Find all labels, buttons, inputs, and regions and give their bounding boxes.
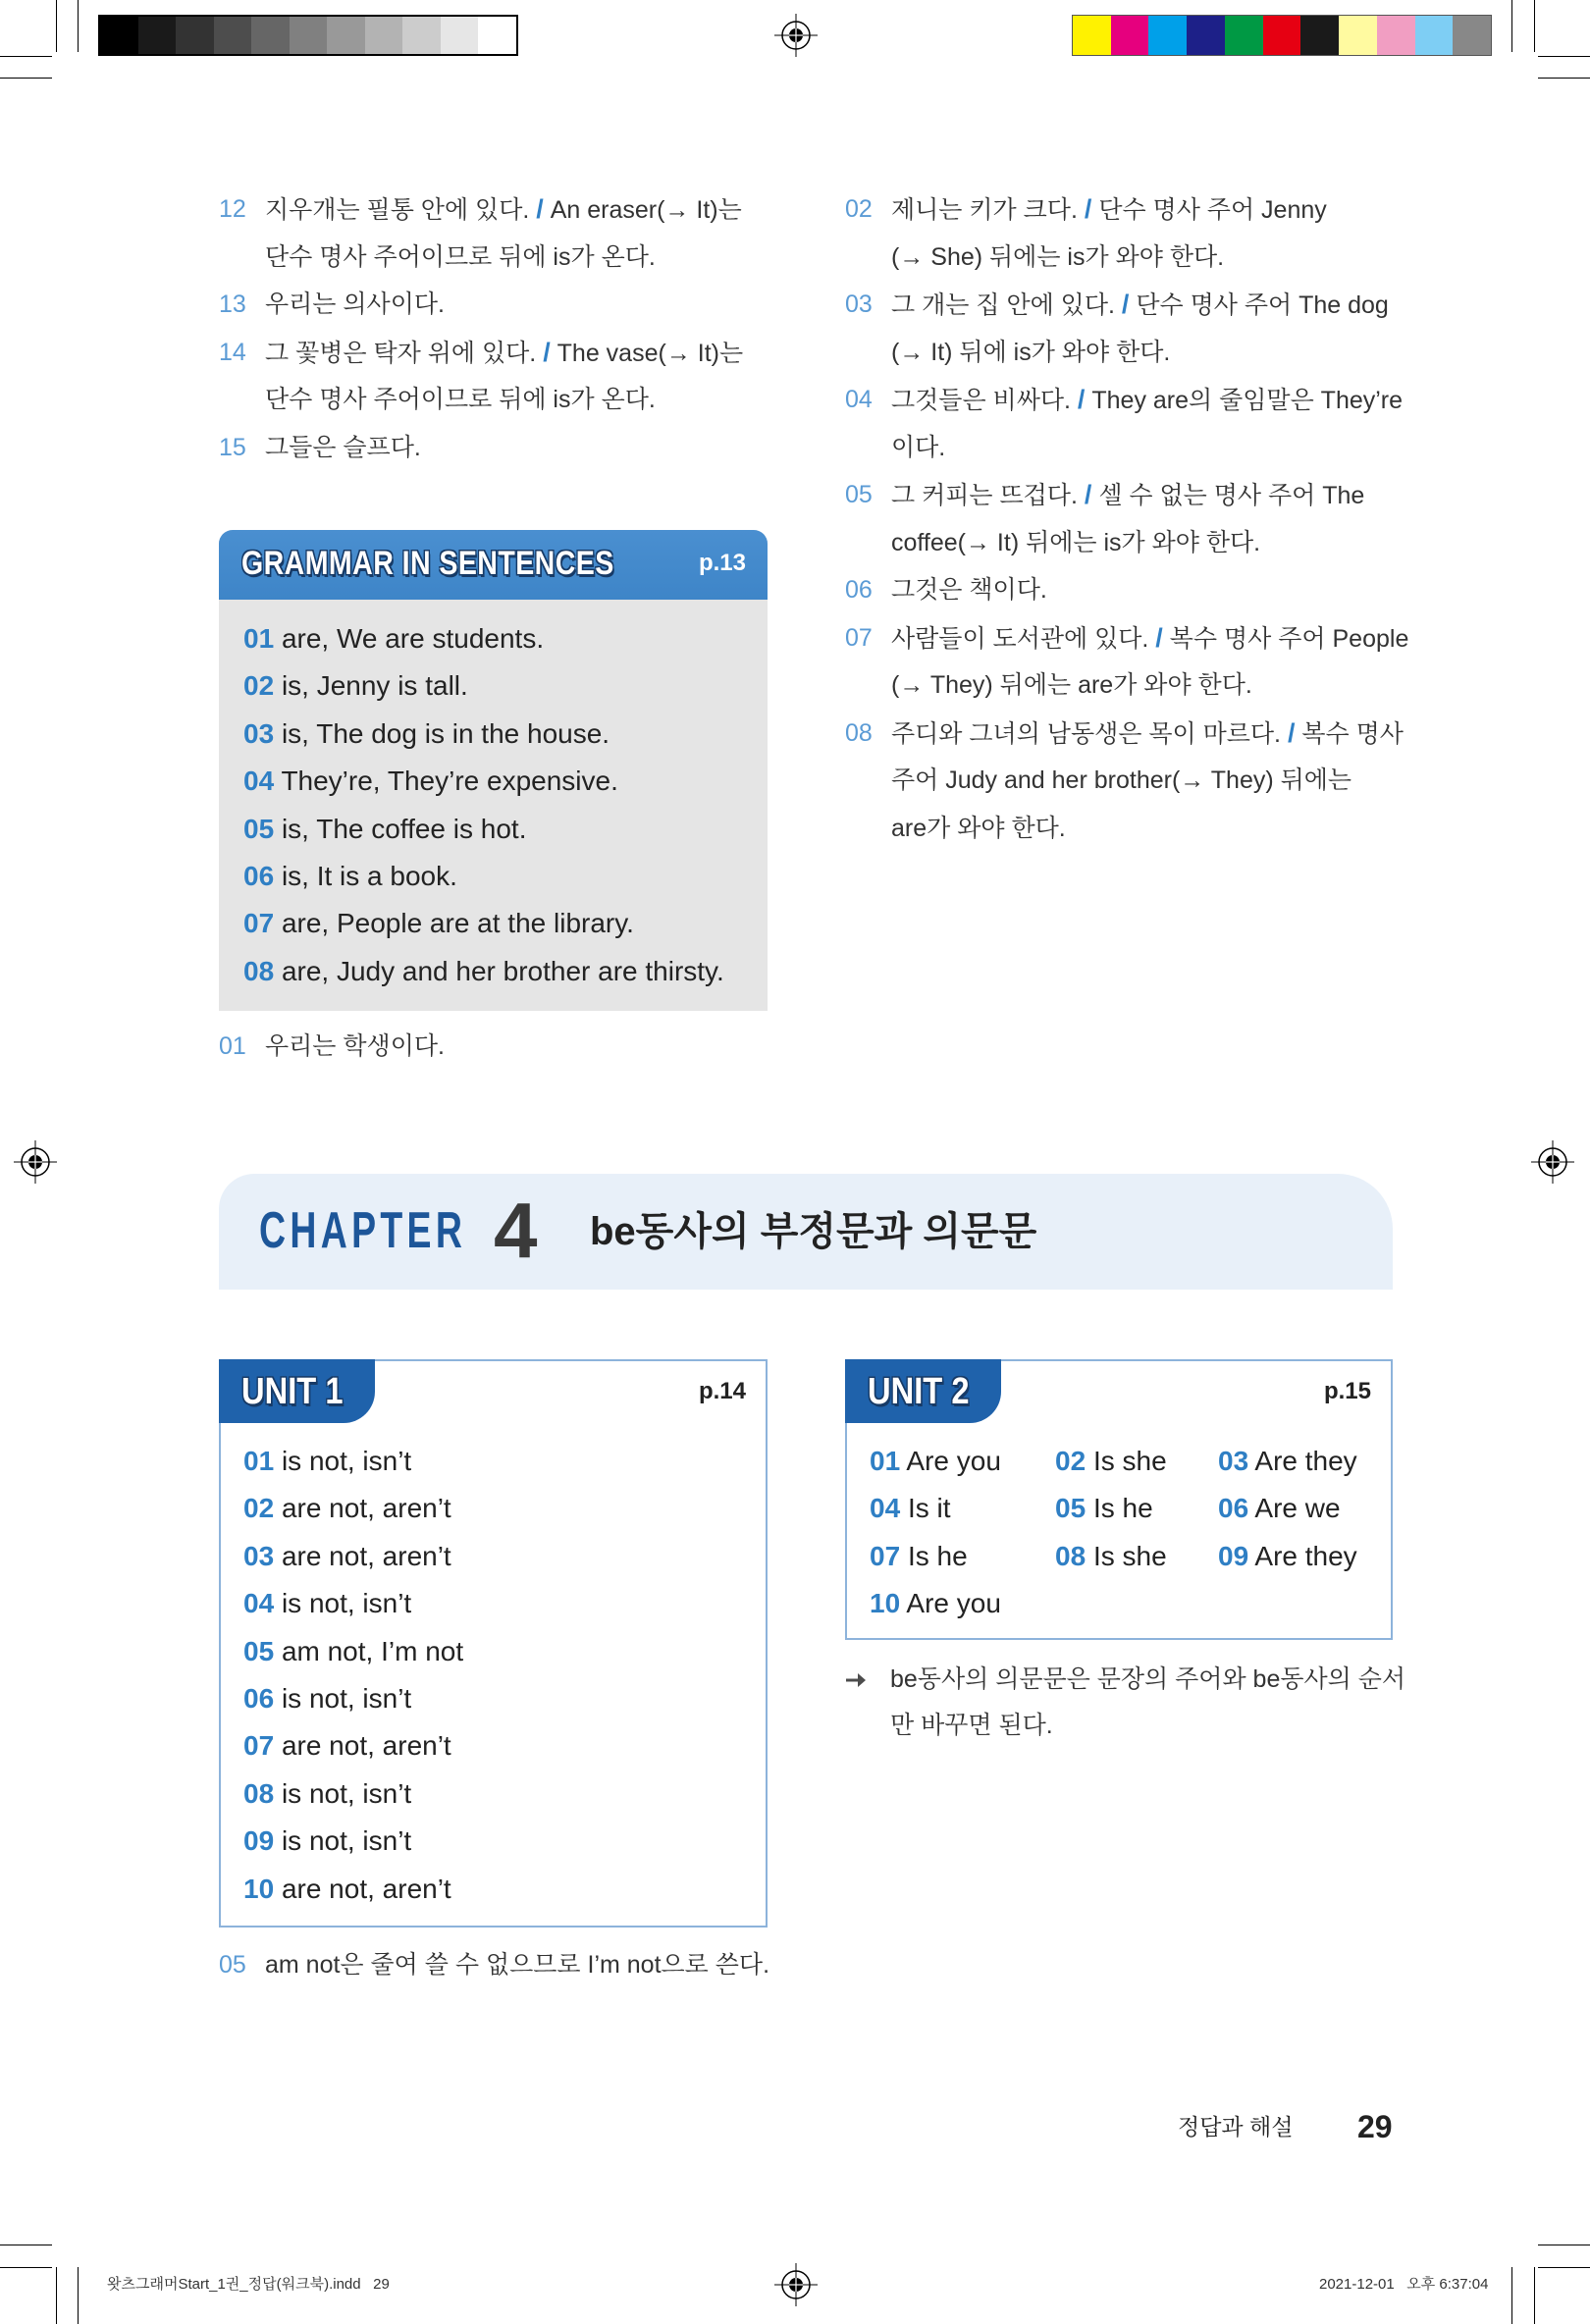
color-swatch	[1377, 16, 1415, 55]
item-number: 01	[243, 1446, 275, 1476]
color-swatch	[1415, 16, 1454, 55]
explanation-continued: (→ They) 뒤에는 are가 와야 한다.	[891, 671, 1252, 699]
translation: 그 개는 집 안에 있다.	[891, 291, 1115, 319]
item-number: 09	[1218, 1540, 1249, 1571]
separator: /	[543, 337, 551, 367]
answer-text: are not, aren’t	[281, 1730, 451, 1762]
separator: /	[1121, 290, 1130, 319]
answer-text: Is it	[907, 1493, 951, 1524]
translation: 그 커피는 뜨겁다.	[891, 482, 1078, 509]
crop-mark	[78, 0, 79, 52]
unit-1-explanation-note	[219, 1941, 769, 1989]
gray-swatch	[251, 17, 290, 54]
answer-item	[870, 1438, 1055, 1485]
crop-mark	[1511, 2267, 1512, 2324]
translation: 그들은 슬프다.	[265, 433, 421, 461]
gray-swatch	[214, 17, 252, 54]
answer-item	[870, 1533, 1055, 1580]
item-number: 08	[1055, 1540, 1086, 1571]
crop-mark	[0, 56, 52, 57]
crop-mark	[56, 2267, 57, 2324]
arrow-right-icon	[845, 1670, 867, 1690]
crop-mark	[56, 0, 57, 52]
item-number: 06	[243, 860, 275, 891]
note-line	[845, 710, 1408, 758]
item-number: 05	[1055, 1493, 1086, 1524]
item-number: 10	[243, 1873, 275, 1904]
registration-mark-icon	[774, 14, 818, 57]
answer-text: is not, isn’t	[281, 1825, 412, 1857]
explanation-continued: 주어 Judy and her brother(→ They) 뒤에는	[891, 766, 1352, 794]
page-reference: p.15	[1323, 1378, 1371, 1404]
answer-item	[243, 711, 724, 758]
crop-mark	[1538, 56, 1590, 57]
item-number: 02	[243, 1493, 275, 1524]
answer-text: am not, I’m not	[281, 1635, 464, 1666]
item-number: 14	[219, 338, 246, 366]
answer-item	[243, 1438, 463, 1485]
answer-text: Are you	[906, 1588, 1001, 1619]
note-line	[845, 471, 1408, 519]
item-number: 08	[243, 1777, 275, 1809]
left-answer-notes	[219, 185, 743, 471]
unit-1-box	[219, 1359, 768, 1928]
chapter-banner	[219, 1174, 1393, 1290]
gray-swatch	[100, 17, 138, 54]
separator: /	[1084, 480, 1092, 509]
answer-text: is not, isn’t	[281, 1777, 412, 1809]
item-number: 13	[219, 290, 246, 318]
color-swatch	[1453, 16, 1491, 55]
slug-file-info: 왓츠그래머Start_1권_정답(워크북).indd 29	[107, 2276, 390, 2293]
explanation-continued: 단수 명사 주어이므로 뒤에 is가 온다.	[265, 386, 656, 413]
answer-text: is, It is a book.	[281, 860, 457, 891]
color-swatch	[1148, 16, 1187, 55]
answer-item	[243, 1580, 463, 1627]
note-line	[845, 1657, 1405, 1703]
answer-note	[219, 329, 743, 424]
crop-mark	[1534, 0, 1535, 52]
grammar-title: GRAMMAR IN SENTENCES	[241, 545, 614, 582]
registration-mark-icon	[14, 1140, 57, 1184]
translation: 주디와 그녀의 남동생은 목이 마르다.	[891, 719, 1281, 748]
answer-text: Is he	[1092, 1493, 1153, 1524]
gray-swatch	[290, 17, 328, 54]
chapter-label: CHAPTER	[259, 1202, 467, 1259]
unit-tab	[219, 1359, 375, 1423]
separator: /	[1287, 717, 1296, 748]
answer-text: Are you	[906, 1446, 1001, 1476]
crop-mark	[1538, 78, 1590, 79]
answer-note	[845, 614, 1408, 710]
answer-text: Is she	[1092, 1446, 1167, 1476]
gray-swatch	[365, 17, 403, 54]
item-number: 03	[1218, 1446, 1249, 1476]
answer-text: Is he	[907, 1540, 968, 1571]
page-number: 29	[1357, 2109, 1393, 2144]
answer-item	[243, 662, 724, 710]
separator: /	[1077, 385, 1086, 414]
grammar-header	[219, 530, 768, 600]
explanation: An eraser(→ It)는	[550, 196, 742, 224]
color-swatch	[1225, 16, 1263, 55]
item-number: 06	[1218, 1493, 1249, 1524]
answer-item	[1218, 1485, 1368, 1532]
item-number: 01	[219, 1032, 246, 1060]
translation: 제니는 키가 크다.	[891, 196, 1078, 224]
item-number: 02	[1055, 1446, 1086, 1476]
item-number: 05	[243, 1635, 275, 1666]
color-bar	[1072, 15, 1492, 56]
item-number: 09	[243, 1825, 275, 1857]
answer-note	[219, 424, 743, 472]
grammar-answer-list	[243, 615, 724, 995]
item-number: 06	[243, 1682, 275, 1714]
answer-note	[845, 376, 1408, 471]
unit-1-answer-list	[243, 1438, 463, 1913]
unit-label: UNIT 1	[241, 1371, 344, 1412]
gray-swatch	[478, 17, 516, 54]
grayscale-bar	[98, 15, 518, 56]
unit-2-box	[845, 1359, 1393, 1640]
answer-text: is, Jenny is tall.	[281, 670, 468, 702]
answer-item	[1055, 1485, 1218, 1532]
answer-item	[1055, 1533, 1218, 1580]
note-line	[845, 376, 1408, 424]
unit-label: UNIT 2	[868, 1371, 970, 1412]
item-number: 05	[219, 1951, 246, 1979]
answer-text: They’re, They’re expensive.	[281, 766, 618, 797]
explanation: 단수 명사 주어 The dog	[1136, 291, 1389, 319]
color-swatch	[1339, 16, 1377, 55]
answer-note	[219, 185, 743, 281]
answer-item	[243, 853, 724, 900]
explanation: 단수 명사 주어 Jenny	[1098, 196, 1327, 224]
answer-text: are, Judy and her brother are thirsty.	[281, 955, 724, 986]
item-number: 07	[243, 908, 275, 939]
answer-note	[845, 710, 1408, 853]
explanation: The vase(→ It)는	[556, 339, 744, 367]
answer-item	[870, 1485, 1055, 1532]
answer-item	[243, 1533, 463, 1580]
item-number: 07	[243, 1730, 275, 1762]
explanation-continued: coffee(→ It) 뒤에는 is가 와야 한다.	[891, 528, 1261, 556]
answer-note	[845, 185, 1408, 281]
answer-text: is not, isn’t	[281, 1682, 412, 1714]
color-swatch	[1111, 16, 1149, 55]
item-number: 12	[219, 195, 246, 223]
note-line	[219, 281, 743, 329]
translation: 지우개는 필통 안에 있다.	[265, 196, 530, 224]
note-line	[845, 614, 1408, 662]
note-line	[219, 1023, 445, 1071]
answer-text: Are they	[1254, 1446, 1357, 1476]
separator: /	[1084, 194, 1092, 224]
item-number: 05	[845, 481, 873, 508]
explanation: 복수 명사 주어 People	[1169, 624, 1409, 653]
item-number: 07	[870, 1540, 901, 1571]
explanation-continued: 단수 명사 주어이므로 뒤에 is가 온다.	[265, 242, 656, 271]
color-swatch	[1263, 16, 1301, 55]
item-number: 06	[845, 576, 873, 604]
slug-datetime: 2021-12-01 오후 6:37:04	[1319, 2276, 1489, 2293]
answer-text: Is she	[1092, 1540, 1167, 1571]
answer-note	[845, 281, 1408, 376]
answer-note	[219, 281, 743, 329]
item-number: 10	[870, 1588, 901, 1619]
explanation: They are의 줄임말은 They’re	[1091, 387, 1404, 414]
item-number: 04	[870, 1493, 901, 1524]
answer-item	[243, 1675, 463, 1722]
explanation-continued: (→ It) 뒤에 is가 와야 한다.	[891, 338, 1171, 366]
unit-2-explanation-note	[845, 1657, 1405, 1749]
explanation-continued: 이다.	[891, 433, 946, 461]
color-swatch	[1187, 16, 1225, 55]
separator: /	[536, 194, 544, 224]
grammar-translation-note	[219, 1023, 445, 1071]
grammar-in-sentences-box	[219, 530, 768, 1011]
explanation: be동사의 의문문은 문장의 주어와 be동사의 순서	[890, 1665, 1406, 1693]
item-number: 04	[243, 766, 275, 797]
answer-text: is not, isn’t	[281, 1446, 412, 1476]
item-number: 08	[243, 955, 275, 986]
answer-text: are not, aren’t	[281, 1493, 451, 1524]
item-number: 01	[243, 623, 275, 654]
unit-2-answer-grid	[870, 1438, 1368, 1628]
gray-swatch	[441, 17, 479, 54]
answer-note	[845, 566, 1408, 614]
answer-text: Are we	[1254, 1493, 1341, 1524]
item-number: 04	[845, 386, 873, 413]
item-number: 05	[243, 813, 275, 844]
item-number: 03	[243, 717, 275, 749]
item-number: 03	[845, 290, 873, 318]
note-line	[219, 1941, 769, 1989]
answer-text: Are they	[1254, 1540, 1357, 1571]
answer-item	[243, 1770, 463, 1818]
page-reference: p.14	[698, 1378, 746, 1404]
explanation: 복수 명사	[1301, 719, 1404, 748]
page-reference: p.13	[698, 550, 746, 576]
gray-swatch	[138, 17, 177, 54]
footer-section-title: 정답과 해설	[1178, 2114, 1294, 2139]
gray-swatch	[327, 17, 365, 54]
item-number: 04	[243, 1588, 275, 1619]
registration-mark-icon	[1531, 1140, 1574, 1184]
note-line	[845, 185, 1408, 234]
explanation-continued: are가 와야 한다.	[891, 814, 1066, 842]
answer-text: is not, isn’t	[281, 1588, 412, 1619]
unit-tab	[845, 1359, 1001, 1423]
translation: 그것들은 비싸다.	[891, 387, 1071, 414]
answer-text: are, We are students.	[281, 623, 545, 654]
answer-text: are not, aren’t	[281, 1540, 451, 1571]
answer-item	[243, 615, 724, 662]
right-answer-notes	[845, 185, 1408, 852]
translation: 사람들이 도서관에 있다.	[891, 624, 1149, 653]
chapter-number: 4	[494, 1187, 538, 1274]
registration-mark-icon	[774, 2263, 818, 2306]
answer-item	[1218, 1438, 1368, 1485]
item-number: 07	[845, 623, 873, 652]
translation: 우리는 의사이다.	[265, 290, 445, 318]
explanation: 셀 수 없는 명사 주어 The	[1098, 482, 1365, 509]
crop-mark	[0, 2267, 52, 2268]
note-line	[219, 424, 743, 472]
gray-swatch	[176, 17, 214, 54]
color-swatch	[1300, 16, 1339, 55]
gray-swatch	[402, 17, 441, 54]
explanation-continued: 만 바꾸면 된다.	[890, 1712, 1053, 1739]
item-number: 02	[845, 195, 873, 223]
crop-mark	[0, 78, 52, 79]
answer-item	[870, 1580, 1055, 1627]
answer-text: is, The dog is in the house.	[281, 717, 610, 749]
separator: /	[1155, 622, 1163, 653]
note-line	[219, 185, 743, 234]
answer-text: are not, aren’t	[281, 1873, 451, 1904]
note-line	[219, 329, 743, 377]
note-line	[845, 281, 1408, 329]
answer-item	[243, 1722, 463, 1769]
explanation: am not은 줄여 쓸 수 없으므로 I’m not으로 쓴다.	[265, 1951, 770, 1979]
crop-mark	[1511, 0, 1512, 52]
crop-mark	[78, 2267, 79, 2324]
item-number: 01	[870, 1446, 901, 1476]
answer-item	[243, 806, 724, 853]
item-number: 03	[243, 1540, 275, 1571]
answer-note	[845, 471, 1408, 566]
answer-item	[243, 758, 724, 805]
chapter-title: be동사의 부정문과 의문문	[590, 1210, 1037, 1253]
answer-item	[243, 1485, 463, 1532]
answer-item	[243, 948, 724, 995]
crop-mark	[1534, 2267, 1535, 2324]
answer-text: is, The coffee is hot.	[281, 813, 527, 844]
color-swatch	[1073, 16, 1111, 55]
answer-item	[1055, 1438, 1218, 1485]
answer-item	[243, 900, 724, 947]
answer-item	[243, 1628, 463, 1675]
translation: 그것은 책이다.	[891, 576, 1047, 604]
answer-item	[1218, 1533, 1368, 1580]
item-number: 15	[219, 433, 246, 461]
crop-mark	[1538, 2267, 1590, 2268]
translation: 우리는 학생이다.	[265, 1032, 445, 1060]
item-number: 02	[243, 670, 275, 702]
answer-item	[243, 1818, 463, 1865]
note-line	[845, 566, 1408, 614]
explanation-continued: (→ She) 뒤에는 is가 와야 한다.	[891, 242, 1225, 271]
answer-item	[243, 1866, 463, 1913]
answer-text: are, People are at the library.	[281, 908, 634, 939]
item-number: 08	[845, 718, 873, 747]
translation: 그 꽃병은 탁자 위에 있다.	[265, 339, 537, 367]
